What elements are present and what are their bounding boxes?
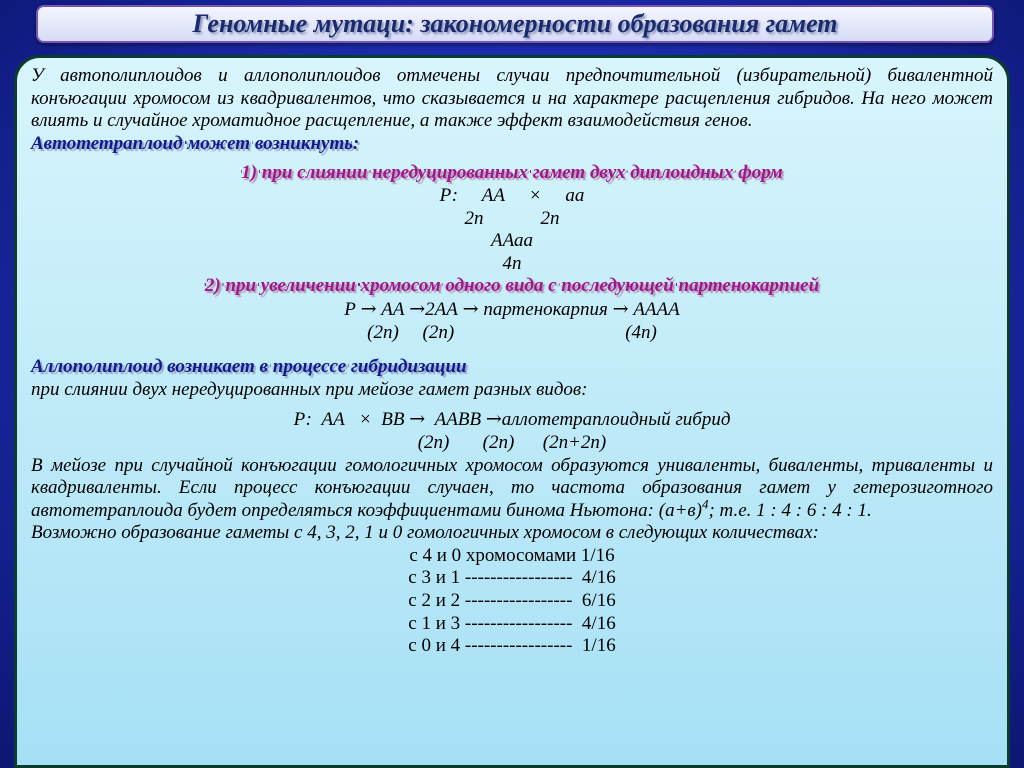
gamete-row: с 0 и 4 ----------------- 1/16 xyxy=(408,635,616,657)
meiosis-text: В мейозе при случайной конъюгации гомологичных хромосом образуются униваленты, биваленты, триваленты и квадриваленты. Если процесс конъюгации случаен, то частота образования гамет у гетерозиготного автотетраплоида будет определяться коэффициентами бинома Ньютона: (а+в) xyxy=(31,454,993,521)
case2-heading: 2) при увеличении хромосом одного вида с последующей партенокарпией xyxy=(204,275,820,297)
case2-scheme xyxy=(31,298,993,322)
allopolyploid-heading: Аллополиплоид возникает в процессе гибридизации xyxy=(31,356,467,378)
content-panel xyxy=(14,55,1010,768)
gametes-paragraph: Возможно образование гаметы с 4, 3, 2, 1 и 0 гомологичных хромосом в следующих количествах: xyxy=(31,522,819,544)
allo-scheme xyxy=(31,408,993,432)
allopolyploid-text: при слиянии двух нередуцированных при мейозе гамет разных видов: xyxy=(31,378,588,400)
case1-cross: Р: АА × аа xyxy=(439,184,585,206)
case2-scheme-aa: АА xyxy=(376,298,410,320)
case1-offspring: ААаа xyxy=(491,230,533,252)
case2-scheme-2aa: 2АА xyxy=(425,298,463,320)
meiosis-exponent: 4 xyxy=(701,496,709,512)
allo-scheme-right: аллотетраплоидный гибрид xyxy=(501,409,731,431)
arrow-right-icon: → xyxy=(409,408,426,431)
case2-scheme-parthenocarpy: партенокарпия xyxy=(478,298,613,320)
case1-offspring-ploidy: 4n xyxy=(502,252,522,274)
arrow-right-icon: → xyxy=(409,297,426,320)
case2-scheme-aaaa: АААА xyxy=(628,298,680,320)
case1-heading: 1) при слиянии нередуцированных гамет двух диплоидных форм xyxy=(241,162,783,184)
allo-ploidy: (2n) (2n) (2n+2n) xyxy=(417,431,607,453)
title-bar xyxy=(36,5,994,43)
arrow-right-icon: → xyxy=(360,297,377,320)
allo-scheme-left: Р: АА × ВВ xyxy=(293,409,410,431)
autotetraploid-heading: Автотетраплоид может возникнуть: xyxy=(31,132,360,154)
case1-ploidy: 2n 2n xyxy=(464,207,560,229)
gamete-row: с 4 и 0 хромосомами 1/16 xyxy=(409,544,615,566)
arrow-right-icon: → xyxy=(612,297,629,320)
meiosis-paragraph xyxy=(31,455,993,523)
meiosis-tail: ; т.е. 1 : 4 : 6 : 4 : 1. xyxy=(708,499,872,521)
case2-scheme-p: Р xyxy=(344,298,361,320)
gamete-row: с 3 и 1 ----------------- 4/16 xyxy=(408,567,616,589)
intro-paragraph: У автополиплоидов и аллополиплоидов отмечены случаи предпочтительной (избирательной) бивалентной конъюгации хромосом из квадривалентов, что сказывается и на характере расщепления гибридов. На него может влиять и случайное хроматидное расщепление, а также эффект взаимодействия генов. xyxy=(31,65,993,132)
slide-title: Геномные мутаци: закономерности образования гамет xyxy=(192,9,838,38)
gamete-row: с 2 и 2 ----------------- 6/16 xyxy=(408,590,616,612)
gamete-row: с 1 и 3 ----------------- 4/16 xyxy=(408,612,616,634)
allo-scheme-mid: ААВВ xyxy=(425,409,486,431)
case2-ploidy: (2n) (2n) (4n) xyxy=(367,321,657,343)
arrow-right-icon: → xyxy=(485,408,502,431)
gametes-list xyxy=(31,545,993,658)
arrow-right-icon: → xyxy=(462,297,479,320)
